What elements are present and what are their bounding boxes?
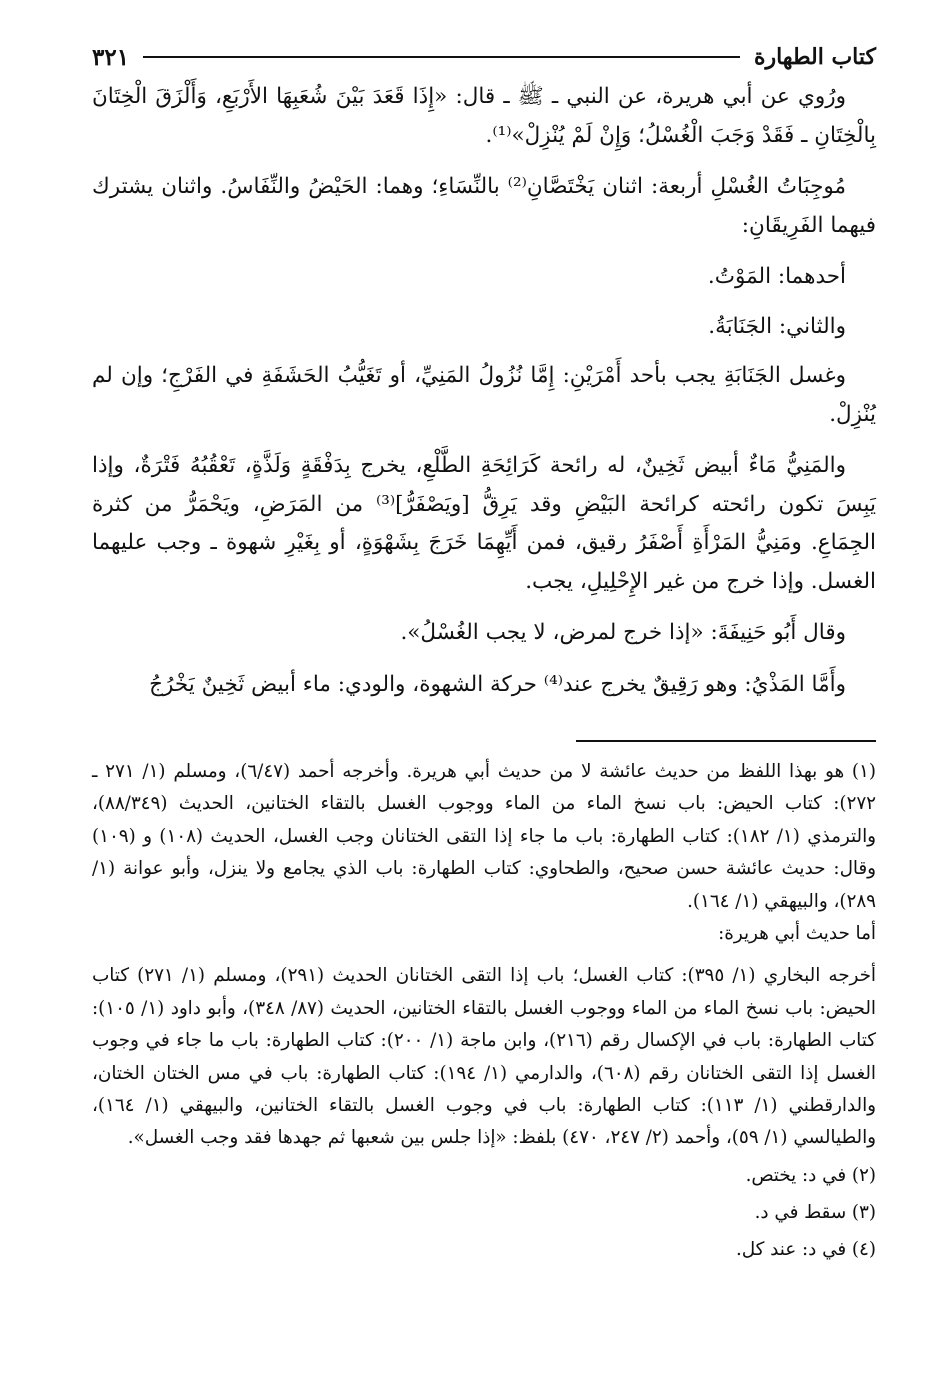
footnote-3: (٣) سقط في د. — [754, 1201, 876, 1223]
paragraph-madhy: وأَمَّا المَذْيُ: وهو رَقِيقٌ يخرج عند⁽⁴⁾ حركة الشهوة، والودي: ماء أبيض ثَخِينٌ يَخْرُجُ — [149, 671, 846, 697]
paragraph-first: أحدهما: المَوْتُ. — [707, 264, 846, 289]
running-header — [92, 40, 876, 74]
paragraph-ghusl-causes: مُوجِبَاتُ الغُسْلِ أربعة: اثنان يَخْتَصَّانِ⁽²⁾ بالنِّسَاءِ؛ وهما: الحَيْضُ والنِّفَاسُ. واثنان يشترك فيهما الفَرِيقَانِ: — [92, 174, 876, 238]
footnotes — [92, 756, 876, 1266]
paragraph-hadith: ورُوي عن أبي هريرة، عن النبي ـ ﷺ ـ قال: «إِذَا قَعَدَ بَيْنَ شُعَبِهَا الأَرْبَعِ، وَأَلْزَقَ الْخِتَانَ بِالْخِتَانِ ـ فَقَدْ وَجَبَ الْغُسْلُ؛ وَإِنْ لَمْ يُنْزِلْ»⁽¹⁾. — [92, 84, 876, 148]
footnote-1-continued: أخرجه البخاري (١/ ٣٩٥): كتاب الغسل؛ باب إذا التقى الختانان الحديث (٢٩١)، ومسلم (١/ ٢٧١) كتاب الحيض: باب نسخ الماء من الماء ووجوب الغسل بالتقاء الختانين، الحديث (٨٧/ ٣٤٨)، وأبو داود (١/ ١٠٥): كتاب الطهارة: باب في الإكسال رقم (٢١٦)، وابن ماجة (١/ ٢٠٠): كتاب الطهارة: باب ما جاء في وجوب الغسل إذا التقى الختانان رقم (٦٠٨)، والدارمي (١/ ١٩٤): كتاب الطهارة: باب في مس الختان الختان، والدارقطني (١/ ١١٣): كتاب الطهارة: باب في وجوب الغسل بالتقاء الختانين، والبيهقي (١/ ١٦٤)، والطيالسي (١/ ٥٩)، وأحمد (٢/ ٢٤٧، ٤٧٠) بلفظ: «إذا جلس بين شعبها ثم جهدها فقد وجب الغسل». — [92, 965, 877, 1149]
footnote-1-subheading: أما حديث أبي هريرة: — [718, 923, 876, 945]
footnote-2: (٢) في د: يختص. — [745, 1164, 876, 1186]
paragraph-abu-hanifa: وقال أَبُو حَنِيفَةَ: «إذا خرج لمرض، لا يجب الغُسْلُ». — [400, 620, 846, 645]
paragraph-second: والثاني: الجَنَابَةُ. — [708, 313, 846, 339]
chapter-title: كتاب الطهارة — [753, 44, 876, 70]
paragraph-mani: والمَنِيُّ مَاءٌ أبيض ثَخِينٌ، له رائحة كَرَائِحَةِ الطَّلْعِ، يخرج بِدَفْقَةٍ وَلَذَّةٍ، تَعْقُبُهُ فَتْرَةٌ، وإذا يَبِسَ تكون رائحته كرائحة البَيْضِ وقد يَرِقُّ [ويَصْفَرُّ]⁽³⁾ من المَرَضِ، ويَحْمَرُّ من كثرة الجِمَاعِ. ومَنِيُّ المَرْأَةِ أَصْفَرُ رقيق، فمن أَيِّهِمَا خَرَجَ بِشَهْوَةٍ، أو بِغَيْرِ شهوة ـ وجب عليهما الغسل. وإذا خرج من غير الإِحْلِيلِ، يجب. — [92, 453, 876, 594]
header-rule — [143, 56, 740, 58]
paragraph-janaba: وغسل الجَنَابَةِ يجب بأحد أَمْرَيْنِ: إِمَّا نُزُولُ المَنِيِّ، أو تَغَيُّبُ الحَشَفَةِ في الفَرْجِ؛ وإن لم يُنْزِلْ. — [92, 363, 876, 427]
footnote-1: (١) هو بهذا اللفظ من حديث عائشة لا من حديث أبي هريرة. وأخرجه أحمد (٦/٤٧)، ومسلم (١/ ٢٧١ ـ ٢٧٢): كتاب الحيض: باب نسخ الماء من الماء ووجوب الغسل بالتقاء الختانين، الحديث (٨٨/٣٤٩)، والترمذي (١/ ١٨٢): كتاب الطهارة: باب ما جاء إذا التقى الختانان وجب الغسل، الحديث (١٠٨) و (١٠٩) وقال: حديث عائشة حسن صحيح، والطحاوي: كتاب الطهارة: باب الذي يجامع ولا ينزل، وأبو عوانة (١/ ٢٨٩)، والبيهقي (١/ ١٦٤). — [92, 761, 876, 912]
footnote-4: (٤) في د: عند كل. — [735, 1238, 876, 1260]
footnote-separator — [576, 740, 876, 742]
page-number: ٣٢١ — [92, 43, 130, 71]
main-text — [92, 78, 876, 717]
